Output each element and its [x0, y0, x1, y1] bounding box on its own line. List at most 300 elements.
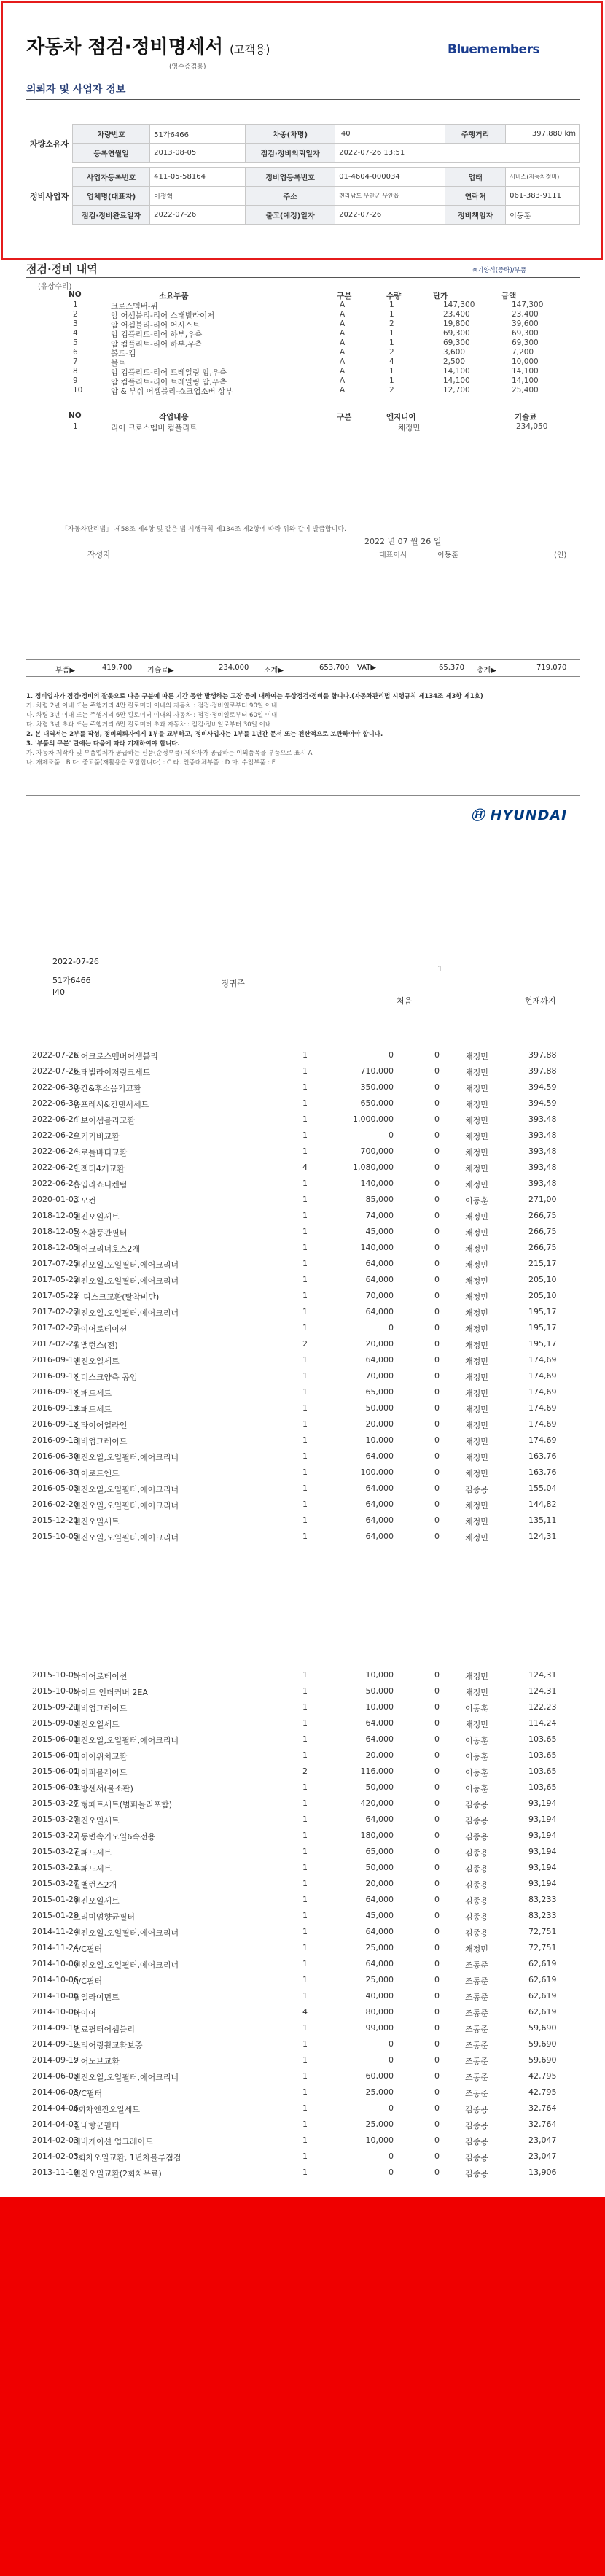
history-cell-amount: 45,000 [365, 1911, 394, 1920]
history-cell-date: 2022-06-24 [32, 1163, 79, 1172]
history-cell-date: 2020-01-03 [32, 1195, 79, 1204]
history-cell-first: 0 [434, 1702, 440, 1712]
history-cell-desc: 엔진오일,오일필터,에어크리너 [73, 1453, 179, 1462]
history-row [0, 1879, 605, 1895]
history-cell-amount: 1,080,000 [353, 1163, 394, 1172]
history-row [0, 1275, 605, 1291]
shop-section-label: 정비사업자 [26, 168, 73, 225]
history-cell-amount: 64,000 [365, 1307, 394, 1316]
history-cell-first: 0 [434, 2071, 440, 2081]
cost-summary-bar [26, 659, 580, 677]
history-row [0, 1799, 605, 1815]
business-value: 서비스(자동차정비) [506, 168, 580, 187]
history-cell-desc: 흡입라쇼니켄텀 [73, 1180, 128, 1190]
history-cell-qty: 1 [302, 1863, 308, 1872]
history-cell-date: 2014-09-19 [32, 2023, 79, 2033]
history-cell-km: 393,48 [528, 1147, 557, 1156]
history-cell-date: 2016-09-13 [32, 1435, 79, 1445]
history-cell-first: 0 [434, 1782, 440, 1792]
maint-note: ※기양식(중략)/부품 [472, 267, 527, 274]
history-cell-date: 2014-02-03 [32, 2152, 79, 2161]
history-cell-amount: 0 [389, 2103, 394, 2113]
parts-row [0, 329, 605, 339]
history-cell-qty: 1 [302, 1799, 308, 1808]
section-client-info: 의뢰자 및 사업자 정보 [26, 84, 126, 96]
history-cell-amount: 350,000 [360, 1082, 394, 1092]
history-cell-desc: 엔진오일,오일필터,에어크리너 [73, 1533, 179, 1543]
history-cell-qty: 1 [302, 2023, 308, 2033]
history-cell-desc: 에어크리너호스2개 [73, 1244, 141, 1254]
history-cell-desc: 연료필터어셈블리 [73, 2025, 136, 2034]
history-cell-desc: 후패드세트 [73, 1405, 112, 1414]
history-cell-amount: 64,000 [365, 1451, 394, 1461]
history-cell-date: 2016-09-13 [32, 1371, 79, 1381]
history-cell-desc: 로커커버교환 [73, 1132, 120, 1141]
history-cell-qty: 1 [302, 1943, 308, 1952]
history-cell-km: 103,65 [528, 1766, 557, 1776]
history-cell-km: 266,75 [528, 1243, 557, 1252]
history-cell-date: 2014-10-06 [32, 1991, 79, 2001]
deliver-label: 출고(예정)일자 [246, 206, 335, 225]
history-cell-desc: 후방센서(불소판) [73, 1784, 133, 1793]
history-row [0, 1419, 605, 1435]
history-cell-tech: 채정민 [465, 1389, 488, 1398]
history-cell-date: 2017-02-27 [32, 1323, 79, 1332]
history-cell-tech: 채정민 [465, 1944, 488, 1954]
history-cell-km: 393,48 [528, 1114, 557, 1124]
history-cell-km: 32,764 [528, 2119, 557, 2129]
history-row [0, 1500, 605, 1516]
request-date-value: 2022-07-26 13:51 [335, 144, 580, 163]
history-cell-amount: 64,000 [365, 1355, 394, 1365]
history-cell-first: 0 [434, 1943, 440, 1952]
parts-cell-a: 10,000 [512, 357, 539, 366]
history-cell-tech: 김종용 [465, 1832, 488, 1842]
history-cell-first: 0 [434, 1387, 440, 1397]
history-row [0, 1863, 605, 1879]
history-cell-first: 0 [434, 1050, 440, 1060]
history-cell-qty: 1 [302, 2055, 308, 2065]
history-cell-first: 0 [434, 1114, 440, 1124]
parts-cell-q: 4 [389, 357, 394, 366]
parts-cell-g: A [340, 367, 346, 376]
history-row [0, 1815, 605, 1831]
history-cell-first: 0 [434, 1895, 440, 1904]
history-cell-km: 83,233 [528, 1911, 557, 1920]
history-cell-first: 0 [434, 1483, 440, 1493]
parts-cell-g: A [340, 329, 346, 338]
history-cell-date: 2015-03-27 [32, 1831, 79, 1840]
history-cell-first: 0 [434, 1371, 440, 1381]
history-cell-first: 0 [434, 1082, 440, 1092]
history-cell-qty: 1 [302, 1050, 308, 1060]
history-cell-amount: 50,000 [365, 1686, 394, 1696]
history-cell-first: 0 [434, 1927, 440, 1936]
history-cell-tech: 조동준 [465, 2009, 488, 2018]
history-cell-amount: 0 [389, 2168, 394, 2177]
history-cell-date: 2015-06-01 [32, 1782, 79, 1792]
request-label: 점검·정비의뢰일자 [246, 144, 335, 163]
history-cell-amount: 64,000 [365, 1734, 394, 1744]
history-cell-qty: 1 [302, 1371, 308, 1381]
history-row [0, 2103, 605, 2119]
history-cell-first: 0 [434, 1975, 440, 1985]
history-row [0, 1130, 605, 1147]
history-cell-tech: 김종용 [465, 1864, 488, 1874]
history-cell-qty: 1 [302, 2168, 308, 2177]
parts-cell-q: 1 [389, 329, 394, 338]
history-cell-date: 2017-02-27 [32, 1339, 79, 1349]
history-cell-km: 163,76 [528, 1451, 557, 1461]
history-cell-tech: 채정민 [465, 1341, 488, 1350]
rep-label: 대표이사 [379, 551, 407, 559]
business-label: 업태 [445, 168, 506, 187]
history-cell-desc: 터보어셈블리교환 [73, 1116, 136, 1125]
history-cell-amount: 99,000 [365, 2023, 394, 2033]
history-cell-km: 32,764 [528, 2103, 557, 2113]
issue-date: 2022 년 07 월 26 일 [364, 537, 442, 546]
history-row [0, 2168, 605, 2184]
history-row [0, 2071, 605, 2087]
history-cell-tech: 김종용 [465, 2105, 488, 2114]
history-cell-qty: 1 [302, 1831, 308, 1840]
history-cell-desc: 자동변속기오일6속전용 [73, 1832, 156, 1842]
vat: 65,370 [439, 664, 464, 672]
parts-cell-no: 4 [73, 329, 78, 338]
history-cell-tech: 채정민 [465, 1212, 488, 1222]
history-cell-km: 42,795 [528, 2087, 557, 2097]
history-cell-first: 0 [434, 1879, 440, 1888]
history-cell-date: 2015-03-27 [32, 1799, 79, 1808]
parts-total: 419,700 [102, 664, 133, 672]
history-cell-qty: 1 [302, 1387, 308, 1397]
history-cell-qty: 1 [302, 2152, 308, 2161]
parts-cell-no: 8 [73, 367, 78, 376]
parts-cell-p: 23,400 [443, 310, 470, 319]
history-row [0, 1211, 605, 1227]
history-cell-desc: 스태빌라이저링크세트 [73, 1068, 151, 1077]
history-cell-desc: 전디스크양측 공임 [73, 1373, 138, 1382]
history-cell-date: 2016-09-13 [32, 1387, 79, 1397]
parts-cell-no: 6 [73, 348, 78, 357]
history-cell-tech: 채정민 [465, 1228, 488, 1238]
note-line: 가. 자동차 제작사 및 부품업체가 공급하는 신품(순정부품) 제작사가 공급하는 이외품목을 부품으로 표시 A [26, 750, 313, 757]
subtotal-label: 소계▶ [264, 667, 284, 675]
history-cell-desc: 3회차오일교환, 1년차블루점검 [73, 2153, 182, 2162]
history-cell-desc: 엔진오일세트 [73, 1896, 120, 1906]
history-cell-tech: 채정민 [465, 1501, 488, 1510]
history-cell-date: 2022-06-24 [32, 1147, 79, 1156]
history-row [0, 1911, 605, 1927]
history-cell-km: 72,751 [528, 1943, 557, 1952]
history-row [0, 2007, 605, 2023]
history-row [0, 1927, 605, 1943]
history-cell-date: 2014-06-03 [32, 2087, 79, 2097]
history-row [0, 1467, 605, 1483]
contact-label: 연락처 [445, 187, 506, 206]
history-cell-qty: 1 [302, 1718, 308, 1728]
history-cell-first: 0 [434, 1670, 440, 1680]
history-cell-desc: 타이어위치교환 [73, 1752, 128, 1761]
history-cell-tech: 김종용 [465, 1896, 488, 1906]
history-cell-desc: 네비업그레이드 [73, 1437, 128, 1446]
parts-cell-name: 암 컴플리트-리어 하부,우측 [111, 340, 203, 349]
history-row [0, 1847, 605, 1863]
history-cell-tech: 김종용 [465, 1912, 488, 1922]
history-cell-first: 0 [434, 1686, 440, 1696]
history-cell-tech: 채정민 [465, 1116, 488, 1125]
history-cell-desc: 중간&후소음기교환 [73, 1084, 141, 1093]
history-cell-first: 0 [434, 1467, 440, 1477]
vat-label: VAT▶ [357, 664, 377, 672]
history-cell-amount: 20,000 [365, 1879, 394, 1888]
parts-cell-p: 147,300 [443, 300, 475, 309]
history-cell-date: 2014-11-24 [32, 1927, 79, 1936]
history-row [0, 2087, 605, 2103]
history-cell-desc: 엔진오일,오일필터,에어크리너 [73, 1501, 179, 1510]
history-cell-qty: 1 [302, 1098, 308, 1108]
history-cell-desc: 엔진오일,오일필터,에어크리너 [73, 1276, 179, 1286]
parts-cell-q: 2 [389, 386, 394, 395]
history-cell-amount: 64,000 [365, 1483, 394, 1493]
history-cell-amount: 180,000 [360, 1831, 394, 1840]
history-row [0, 2039, 605, 2055]
history-cell-date: 2014-02-03 [32, 2135, 79, 2145]
history-cell-qty: 1 [302, 1815, 308, 1824]
history-cell-date: 2017-05-22 [32, 1291, 79, 1300]
history-cell-km: 72,751 [528, 1927, 557, 1936]
parts-cell-no: 10 [73, 386, 83, 395]
history-cell-amount: 45,000 [365, 1227, 394, 1236]
history-cell-qty: 1 [302, 1291, 308, 1300]
history-cell-desc: 타이어 [73, 2009, 96, 2018]
history-row [0, 1323, 605, 1339]
history-cell-km: 124,31 [528, 1670, 557, 1680]
history-cell-qty: 1 [302, 1130, 308, 1140]
history-cell-qty: 1 [302, 1911, 308, 1920]
history-cell-desc: 전 디스크교환(탈착비만) [73, 1292, 160, 1302]
grand-total-label: 총계▶ [477, 667, 497, 675]
history-cell-date: 2022-07-26 [32, 1066, 79, 1076]
history-cell-qty: 1 [302, 1114, 308, 1124]
parts-row [0, 348, 605, 358]
history-cell-qty: 1 [302, 1991, 308, 2001]
history-cell-amount: 0 [389, 1050, 394, 1060]
history-cell-tech: 채정민 [465, 1052, 488, 1061]
history-cell-km: 393,48 [528, 1179, 557, 1188]
history-row [0, 1403, 605, 1419]
history-cell-km: 103,65 [528, 1734, 557, 1744]
history-cell-first: 0 [434, 1718, 440, 1728]
history-cell-first: 0 [434, 2055, 440, 2065]
history-cell-qty: 4 [302, 2007, 308, 2017]
history-cell-km: 122,23 [528, 1702, 557, 1712]
history-cell-amount: 64,000 [365, 1532, 394, 1541]
history-row [0, 1895, 605, 1911]
history-cell-date: 2015-03-27 [32, 1863, 79, 1872]
history-cell-first: 0 [434, 1259, 440, 1268]
history-cell-first: 0 [434, 1291, 440, 1300]
parts-cell-a: 14,100 [512, 367, 539, 376]
history-cell-first: 0 [434, 1847, 440, 1856]
history-row [0, 1516, 605, 1532]
history-cell-amount: 20,000 [365, 1750, 394, 1760]
history-cell-qty: 1 [302, 1147, 308, 1156]
parts-row [0, 310, 605, 320]
biz-no-value: 411-05-58164 [150, 168, 246, 187]
history-cell-km: 163,76 [528, 1467, 557, 1477]
history-cell-km: 13,906 [528, 2168, 557, 2177]
history-cell-tech: 김종용 [465, 2169, 488, 2179]
history-cell-km: 205,10 [528, 1291, 557, 1300]
history-cell-date: 2015-01-28 [32, 1911, 79, 1920]
history-cell-tech: 채정민 [465, 1260, 488, 1270]
history-cell-km: 93,194 [528, 1879, 557, 1888]
history-cell-desc: 리어크로스멤버어셈블리 [73, 1052, 158, 1061]
history-cell-date: 2022-06-24 [32, 1114, 79, 1124]
history-cell-km: 62,619 [528, 2007, 557, 2017]
history-cell-date: 2015-03-27 [32, 1847, 79, 1856]
history-cell-desc: 휠얼라이먼트 [73, 1993, 120, 2002]
history-cell-tech: 채정민 [465, 1453, 488, 1462]
history-cell-qty: 1 [302, 1702, 308, 1712]
history-cell-amount: 650,000 [360, 1098, 394, 1108]
history-cell-km: 394,59 [528, 1098, 557, 1108]
history-cell-amount: 25,000 [365, 1943, 394, 1952]
history-cell-desc: A/C필터 [73, 1976, 103, 1986]
history-cell-qty: 1 [302, 1975, 308, 1985]
parts-cell-a: 23,400 [512, 310, 539, 319]
history-cell-qty: 1 [302, 1179, 308, 1188]
history-cell-desc: 엔진오일세트 [73, 1816, 120, 1826]
history-cell-km: 93,194 [528, 1799, 557, 1808]
history-cell-tech: 채정민 [465, 1720, 488, 1729]
history-cell-date: 2014-06-03 [32, 2071, 79, 2081]
history-cell-first: 0 [434, 2152, 440, 2161]
shop-no-value: 01-4604-000034 [335, 168, 445, 187]
history-cell-first: 0 [434, 1532, 440, 1541]
history-cell-amount: 64,000 [365, 1927, 394, 1936]
parts-cell-g: A [340, 357, 346, 366]
history-cell-km: 174,69 [528, 1435, 557, 1445]
history-cell-tech: 김종용 [465, 1800, 488, 1809]
history-cell-desc: 타이어로테이션 [73, 1672, 128, 1681]
history-cell-qty: 1 [302, 1259, 308, 1268]
history-cell-desc: 전패드세트 [73, 1389, 112, 1398]
history-cell-date: 2015-09-03 [32, 1718, 79, 1728]
history-cell-qty: 1 [302, 2087, 308, 2097]
history-cell-qty: 1 [302, 1066, 308, 1076]
history-cell-qty: 1 [302, 1451, 308, 1461]
history-current-label: 현재까지 [525, 996, 556, 1006]
history-cell-date: 2014-10-06 [32, 1959, 79, 1968]
history-cell-amount: 70,000 [365, 1291, 394, 1300]
history-cell-amount: 85,000 [365, 1195, 394, 1204]
parts-cell-name: 암 컴플리트-리어 트레일링 암,우측 [111, 378, 227, 387]
history-cell-date: 2015-09-21 [32, 1702, 79, 1712]
history-owner-label: 장귀주 [222, 979, 245, 988]
history-cell-tech: 이동훈 [465, 1196, 488, 1206]
history-cell-amount: 700,000 [360, 1147, 394, 1156]
history-cell-desc: 기어노브교환 [73, 2057, 120, 2066]
history-cell-tech: 이동훈 [465, 1752, 488, 1761]
history-cell-tech: 김종용 [465, 2153, 488, 2162]
history-cell-desc: 엔진오일교환(2회차무료) [73, 2169, 162, 2179]
history-row [0, 1451, 605, 1467]
parts-cell-no: 1 [73, 300, 78, 309]
history-date: 2022-07-26 [52, 957, 99, 966]
history-cell-date: 2018-12-05 [32, 1227, 79, 1236]
history-cell-first: 0 [434, 2039, 440, 2049]
history-cell-amount: 10,000 [365, 1670, 394, 1680]
history-cell-date: 2014-04-06 [32, 2103, 79, 2113]
company-value: 이정혁 [150, 187, 246, 206]
history-cell-first: 0 [434, 1419, 440, 1429]
history-cell-tech: 김종용 [465, 2137, 488, 2146]
subtotal: 653,700 [319, 664, 350, 672]
history-cell-km: 195,17 [528, 1307, 557, 1316]
address-label: 주소 [246, 187, 335, 206]
history-cell-amount: 70,000 [365, 1371, 394, 1381]
history-cell-qty: 1 [302, 1227, 308, 1236]
history-cell-date: 2016-06-30 [32, 1467, 79, 1477]
history-cell-desc: 휠밸런스(전) [73, 1341, 118, 1350]
history-cell-first: 0 [434, 1911, 440, 1920]
history-cell-tech: 이동훈 [465, 1784, 488, 1793]
reg-date-value: 2013-08-05 [150, 144, 246, 163]
history-cell-tech: 이동훈 [465, 1704, 488, 1713]
history-cell-desc: 엔진오일세트 [73, 1720, 120, 1729]
history-cell-desc: 엔진오일세트 [73, 1517, 120, 1526]
history-cell-tech: 채정민 [465, 1308, 488, 1318]
deliver-date-value: 2022-07-26 [335, 206, 445, 225]
model-value: i40 [335, 125, 445, 144]
history-cell-desc: 타이로드엔드 [73, 1469, 120, 1478]
history-cell-qty: 1 [302, 1211, 308, 1220]
history-cell-desc: A/C필터 [73, 1944, 103, 1954]
history-cell-first: 0 [434, 2168, 440, 2177]
legal-statement: 「자동차관리법」 제58조 제4항 및 같은 법 시행규칙 제134조 제2항에 따라 위와 같이 발급합니다. [61, 526, 346, 533]
note-line: 다. 차령 3년 초과 또는 주행거리 6만 킬로미터 초과 자동차 : 점검·정비일로부터 30일 이내 [26, 721, 271, 729]
parts-cell-q: 1 [389, 310, 394, 319]
history-cell-amount: 50,000 [365, 1863, 394, 1872]
history-row [0, 1195, 605, 1211]
history-cell-tech: 김종용 [465, 2121, 488, 2130]
mechanic-label: 정비책임자 [445, 206, 506, 225]
history-cell-km: 215,17 [528, 1259, 557, 1268]
history-cell-tech: 채정민 [465, 1148, 488, 1157]
history-cell-desc: 휠밸런스2개 [73, 1880, 117, 1890]
history-cell-first: 0 [434, 1179, 440, 1188]
history-cell-tech: 채정민 [465, 1292, 488, 1302]
history-cell-km: 93,194 [528, 1831, 557, 1840]
parts-cell-p: 19,800 [443, 319, 470, 328]
car-no-value: 51가6466 [150, 125, 246, 144]
history-cell-desc: 인젝터4개교환 [73, 1164, 125, 1173]
paid-repair-label: (유상수리) [38, 283, 72, 291]
note-line: 3. '부품의 구분' 란에는 다음에 따라 기재하여야 합니다. [26, 740, 180, 748]
history-cell-date: 2018-12-05 [32, 1211, 79, 1220]
history-cell-km: 144,82 [528, 1500, 557, 1509]
history-cell-amount: 50,000 [365, 1782, 394, 1792]
history-cell-km: 103,65 [528, 1750, 557, 1760]
history-cell-km: 93,194 [528, 1815, 557, 1824]
history-cell-first: 0 [434, 1435, 440, 1445]
parts-cell-q: 1 [389, 300, 394, 309]
history-cell-qty: 2 [302, 1766, 308, 1776]
history-cell-tech: 조동준 [465, 1993, 488, 2002]
history-cell-km: 266,75 [528, 1211, 557, 1220]
